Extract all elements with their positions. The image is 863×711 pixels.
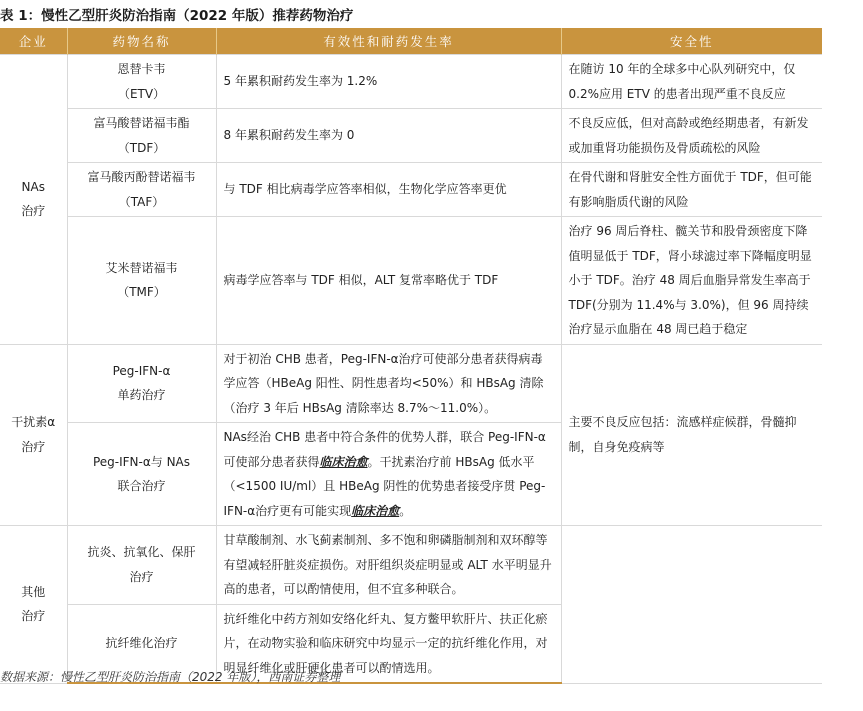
drug-abbr: 联合治疗 — [117, 479, 166, 493]
group-label: 治疗 — [21, 609, 46, 624]
efficacy-text: 。 — [399, 503, 412, 518]
table-title: 表 1：慢性乙型肝炎防治指南（2022 年版）推荐药物治疗 — [0, 8, 354, 24]
drug-name-cell — [67, 109, 216, 163]
drug-name-cell — [67, 55, 216, 109]
table-row — [0, 344, 822, 423]
header-drug-name: 药物名称 — [67, 28, 216, 55]
header-row — [0, 28, 822, 55]
efficacy-text: NAs经治 CHB 患者中符合条件的优势人群，联合 Peg-IFN-α可使部分患者获得 — [223, 430, 546, 469]
drug-table — [0, 28, 822, 684]
group-other — [0, 526, 67, 684]
efficacy-cell: 病毒学应答率与 TDF 相似，ALT 复常率略优于 TDF — [216, 217, 561, 345]
header-company: 企业 — [0, 28, 67, 55]
drug-abbr: （TMF） — [117, 285, 166, 300]
group-label: 其他 — [21, 584, 46, 599]
drug-name: 富马酸替诺福韦酯 — [93, 116, 190, 130]
drug-name: Peg-IFN-α — [112, 363, 171, 378]
table-row — [0, 109, 822, 163]
drug-name: Peg-IFN-α与 NAs — [92, 454, 191, 469]
safety-cell — [561, 526, 822, 684]
safety-cell: 治疗 96 周后脊柱、髋关节和股骨颈密度下降值明显低于 TDF，肾小球滤过率下降幅度明显小于 TDF。治疗 48 周后血脂异常发生率高于 TDF(分别为 11.4%与 3.0%)，但 96 周持续治疗显示血脂在 48 周已趋于稳定 — [561, 217, 822, 345]
group-label: 治疗 — [21, 439, 46, 454]
efficacy-cell: 与 TDF 相比病毒学应答率相似，生物化学应答率更优 — [216, 163, 561, 217]
header-safety: 安全性 — [561, 28, 822, 55]
drug-abbr: （TDF） — [117, 140, 166, 155]
group-nas — [0, 55, 67, 345]
drug-name: 抗炎、抗氧化、保肝 — [87, 545, 196, 560]
drug-abbr: （TAF） — [118, 194, 165, 209]
drug-name-cell — [67, 423, 216, 526]
efficacy-cell: 8 年累积耐药发生率为 0 — [216, 109, 561, 163]
safety-cell: 在随访 10 年的全球多中心队列研究中，仅 0.2%应用 ETV 的患者出现严重不良反应 — [561, 55, 822, 109]
drug-name-cell — [67, 217, 216, 345]
source-note: 数据来源：慢性乙型肝炎防治指南（2022 年版），西南证券整理 — [0, 670, 341, 684]
drug-name: 富马酸丙酚替诺福韦 — [87, 170, 196, 184]
table-row — [0, 526, 822, 605]
efficacy-cell: 对于初治 CHB 患者，Peg-IFN-α治疗可使部分患者获得病毒学应答（HBeAg 阳性、阴性患者均<50%）和 HBsAg 清除（治疗 3 年后 HBsAg 清除率达 8.7%～11.0%）。 — [216, 344, 561, 423]
drug-abbr: 治疗 — [129, 569, 154, 584]
group-label: 干扰素α — [11, 415, 56, 430]
drug-name: 抗纤维化治疗 — [105, 636, 178, 650]
highlight-clinical-cure: 临床治愈 — [351, 503, 400, 518]
highlight-clinical-cure: 临床治愈 — [319, 454, 368, 469]
efficacy-cell — [216, 423, 561, 526]
drug-name: 恩替卡韦 — [117, 62, 166, 76]
drug-name: 艾米替诺福韦 — [105, 260, 178, 275]
drug-name-cell — [67, 526, 216, 605]
drug-abbr: （ETV） — [117, 86, 166, 101]
group-label: 治疗 — [21, 204, 46, 219]
group-label: NAs — [21, 179, 45, 194]
efficacy-cell: 5 年累积耐药发生率为 1.2% — [216, 55, 561, 109]
header-efficacy: 有效性和耐药发生率 — [216, 28, 561, 55]
drug-name-cell — [67, 163, 216, 217]
safety-cell: 不良反应低，但对高龄或绝经期患者，有新发或加重肾功能损伤及骨质疏松的风险 — [561, 109, 822, 163]
efficacy-cell: 抗纤维化中药方剂如安络化纤丸、复方鳖甲软肝片、扶正化瘀片，在动物实验和临床研究中均显示一定的抗纤维化作用，对明显纤维化或肝硬化患者可以酌情选用。 — [216, 604, 561, 683]
safety-cell: 在骨代谢和肾脏安全性方面优于 TDF，但可能有影响脂质代谢的风险 — [561, 163, 822, 217]
efficacy-cell: 甘草酸制剂、水飞蓟素制剂、多不饱和卵磷脂制剂和双环醇等有望减轻肝脏炎症损伤。对肝组织炎症明显或 ALT 水平明显升高的患者，可以酌情使用，但不宜多种联合。 — [216, 526, 561, 605]
group-ifn — [0, 344, 67, 526]
safety-cell: 主要不良反应包括：流感样症候群，骨髓抑制，自身免疫病等 — [561, 344, 822, 526]
drug-name-cell — [67, 344, 216, 423]
table-row — [0, 55, 822, 109]
efficacy-text: 。干扰素治疗前 HBsAg 低水平（<1500 IU/ml）且 HBeAg 阴性的优势患者接受序贯 Peg-IFN-α治疗更有可能实现 — [223, 454, 546, 518]
table-row — [0, 217, 822, 345]
table-row — [0, 163, 822, 217]
drug-abbr: 单药治疗 — [117, 388, 166, 403]
